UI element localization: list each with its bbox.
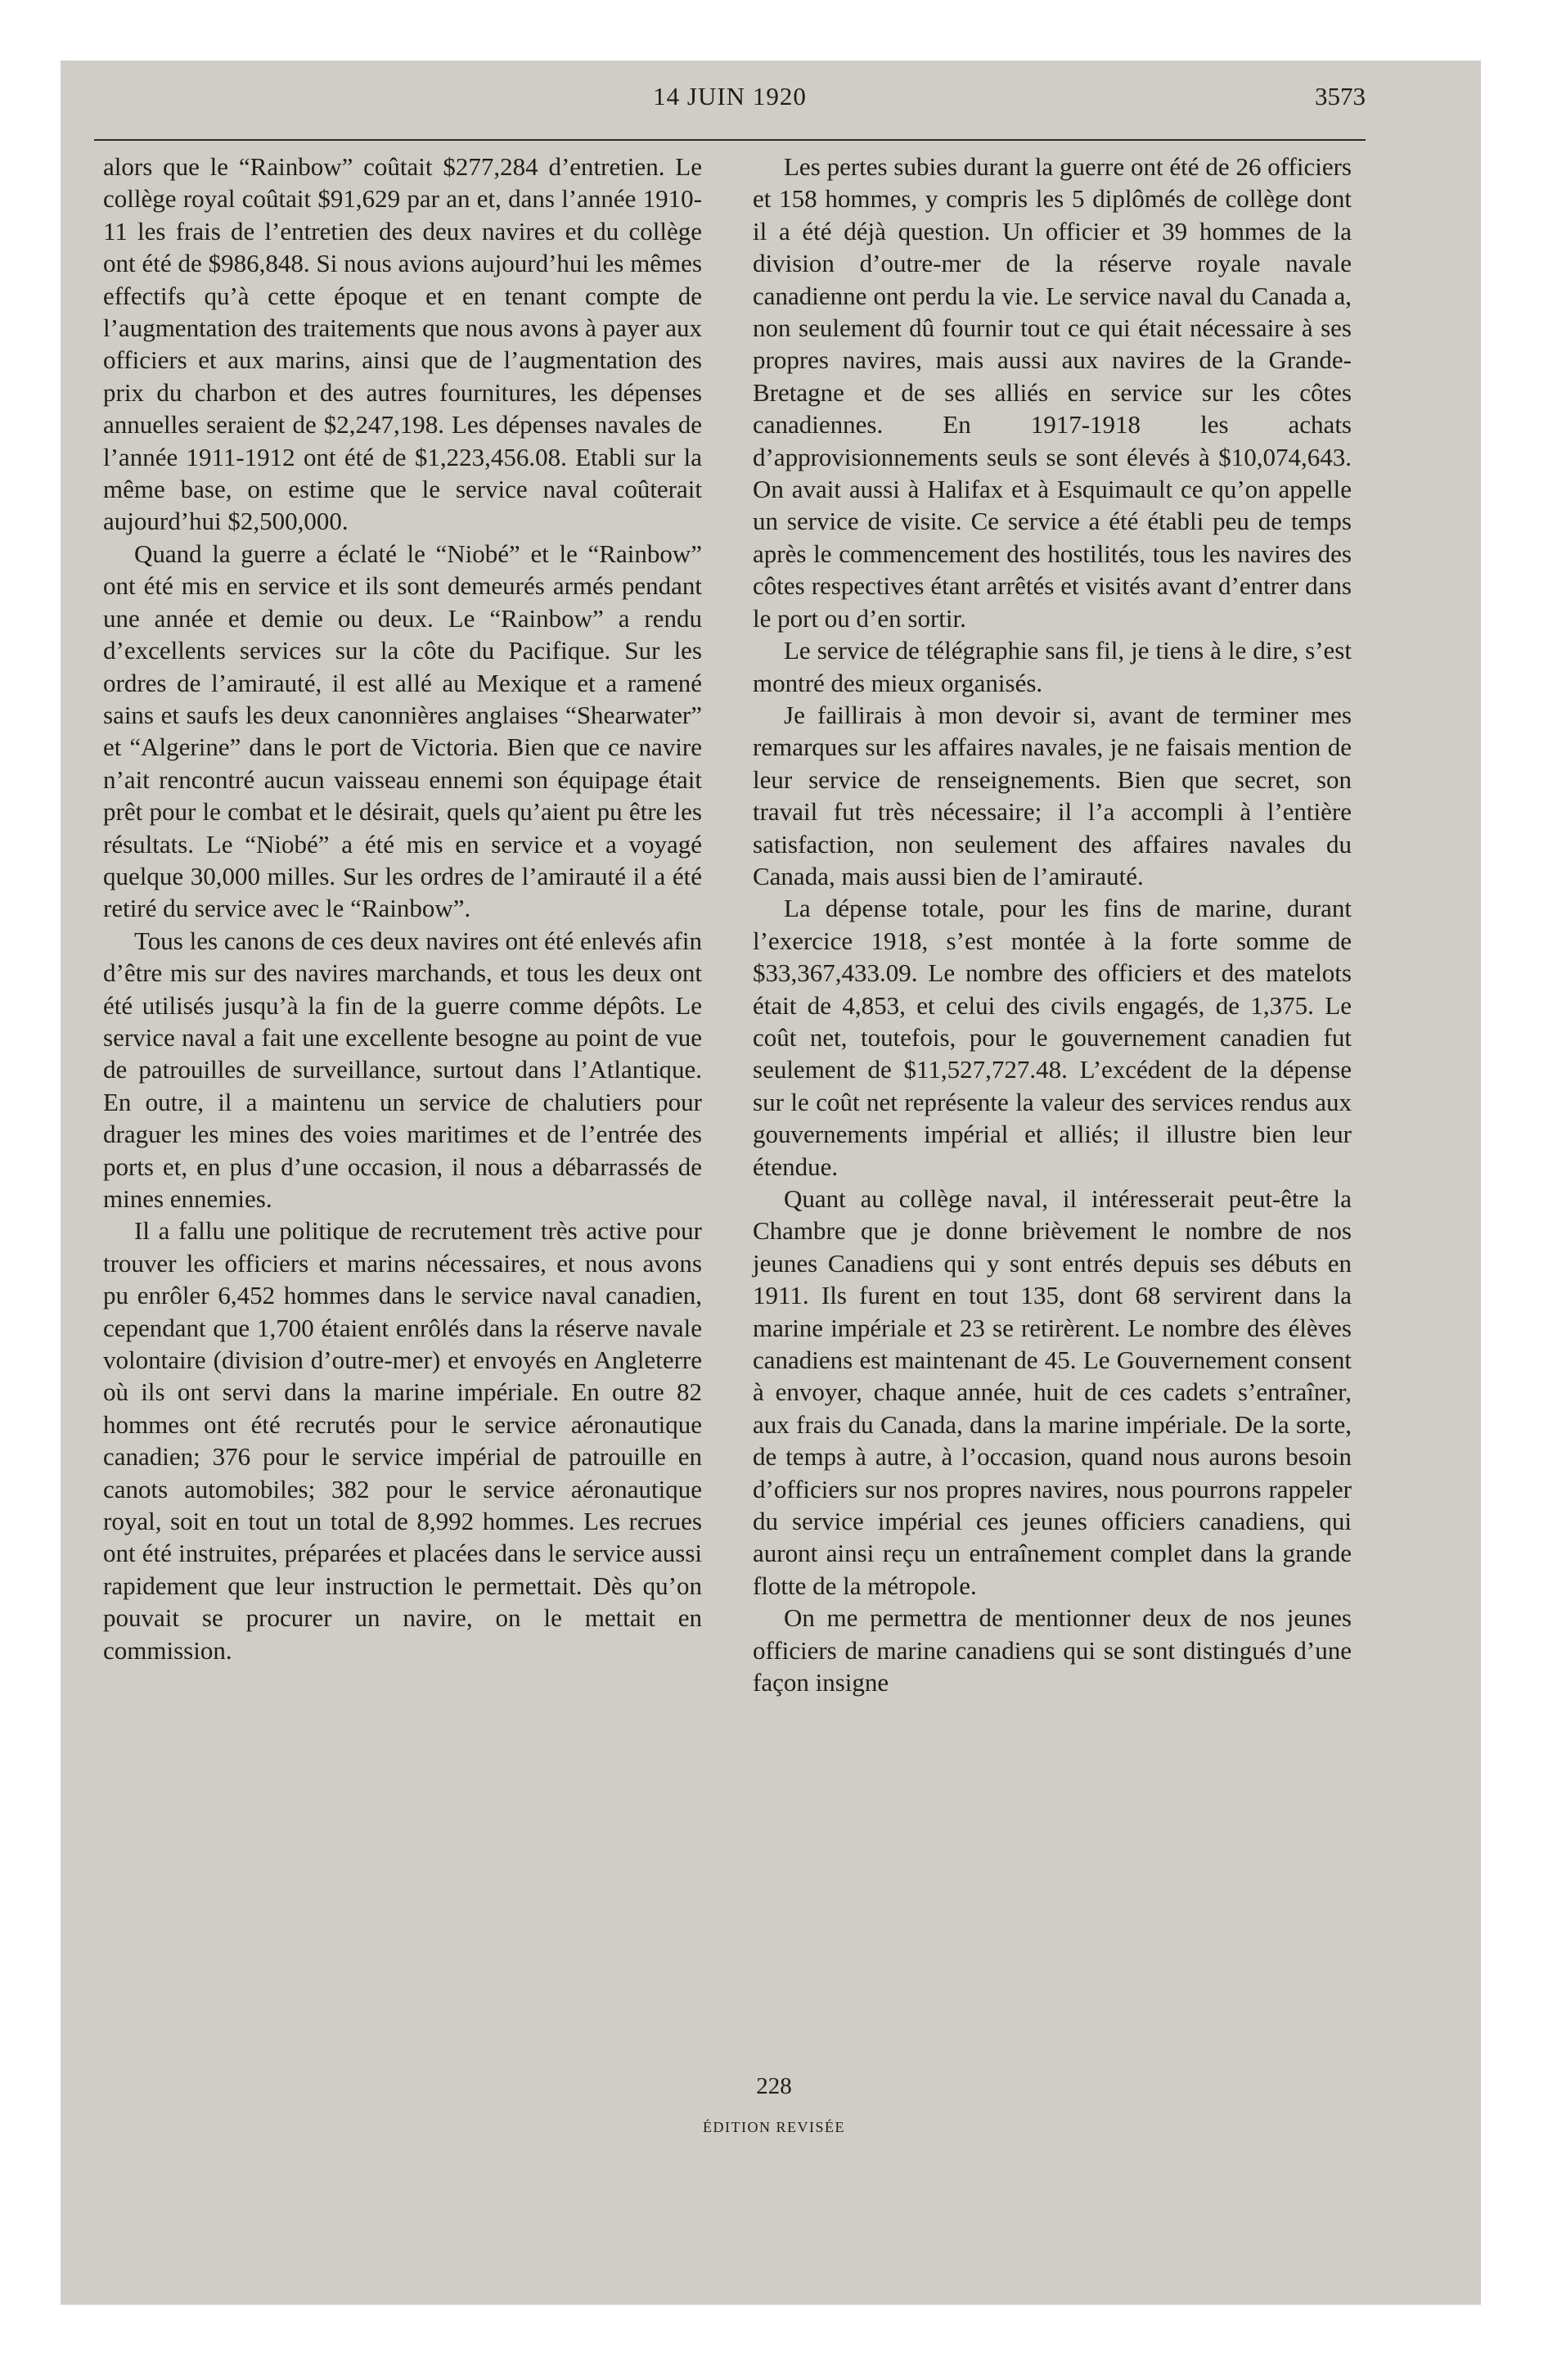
paragraph: Quant au collège naval, il intéresserait peut-être la Chambre que je donne brièvement le nombre de nos jeunes Canadiens qui y sont entrés depuis ses débuts en 1911. Ils furent en tout 135, dont 68 servirent dans la marine impériale et 23 se retirèrent. Le nombre des élèves canadiens est maintenant de 45. Le Gouvernement consent à envoyer, chaque année, huit de ces cadets s’entraîner, aux frais du Canada, dans la marine impériale. De la sorte, de temps à autre, à l’occasion, quand nous aurons besoin d’officiers sur nos propres navires, nous pourrons rappeler du service impérial ces jeunes officiers canadiens, qui auront ainsi reçu un entraînement complet dans la grande flotte de la métropole. (753, 1184, 1352, 1600)
running-header (94, 82, 1366, 139)
header-page-number: 3573 (1315, 82, 1366, 110)
paragraph: Je faillirais à mon devoir si, avant de terminer mes remarques sur les affaires navales, je ne faisais mention de leur service de renseignements. Bien que secret, son travail fut très nécessaire; il l’a accompli à l’entière satisfaction, non seulement des affaires navales du Canada, mais aussi bien de l’amirauté. (753, 700, 1352, 890)
paragraph: alors que le “Rainbow” coûtait $277,284 d’entretien. Le collège royal coûtait $91,629 par an et, dans l’année 1910-11 les frais de l’entretien des deux navires et du collège ont été de $986,848. Si nous avions aujourd’hui les mêmes effectifs qu’à cette époque et en tenant compte de l’augmentation des traitements que nous avons à payer aux officiers et aux marins, ainsi que de l’augmentation des prix du charbon et des autres fournitures, les dépenses annuelles seraient de $2,247,198. Les dépenses navales de l’année 1911-1912 ont été de $1,223,456.08. Etabli sur la même base, on estime que le service naval coûterait aujourd’hui $2,500,000. (103, 152, 702, 536)
header-rule (94, 139, 1366, 141)
paragraph: Les pertes subies durant la guerre ont été de 26 officiers et 158 hommes, y compris les 5 diplômés de collège dont il a été déjà question. Un officier et 39 hommes de la division d’outre-mer de la réserve royale navale canadienne ont perdu la vie. Le service naval du Canada a, non seulement dû fournir tout ce qui était nécessaire à ses propres navires, mais aussi aux navires de la Grande-Bretagne et de ses alliés en service sur les côtes canadiennes. En 1917-1918 les achats d’approvisionnements seuls se sont élevés à $10,074,643. On avait aussi à Halifax et à Esquimault ce qu’on appelle un service de visite. Ce service a été établi peu de temps après le commencement des hostilités, tous les navires des côtes respectives étant arrêtés et visités avant d’entrer dans le port ou d’en sortir. (753, 152, 1352, 633)
paragraph: La dépense totale, pour les fins de marine, durant l’exercice 1918, s’est montée à la forte somme de $33,367,433.09. Le nombre des officiers et des matelots était de 4,853, et celui des civils engagés, de 1,375. Le coût net, toutefois, pour le gouvernement canadien fut seulement de $11,527,727.48. L’excédent de la dépense sur le coût net représente la valeur des services rendus aux gouvernements impérial et alliés; il illustre bien leur étendue. (753, 894, 1352, 1181)
paragraph: Il a fallu une politique de recrutement très active pour trouver les officiers et marins nécessaires, et nous avons pu enrôler 6,452 hommes dans le service naval canadien, cependant que 1,700 étaient enrôlés dans la réserve navale volontaire (division d’outre-mer) et envoyés en Angleterre où ils ont servi dans la marine impériale. En outre 82 hommes ont été recrutés pour le service aéronautique canadien; 376 pour le service impérial de patrouille en canots automobiles; 382 pour le service aéronautique royal, soit en tout un total de 8,992 hommes. Les recrues ont été instruites, préparées et placées dans le service aussi rapidement que leur instruction le permettait. Dès qu’on pouvait se procurer un navire, on le mettait en commission. (103, 1216, 702, 1665)
paragraph: On me permettra de mentionner deux de nos jeunes officiers de marine canadiens qui se sont distingués d’une façon insigne (753, 1603, 1352, 1697)
header-date: 14 JUIN 1920 (653, 82, 807, 110)
paragraph: Le service de télégraphie sans fil, je tiens à le dire, s’est montré des mieux organisés. (753, 636, 1352, 697)
left-column (103, 151, 702, 1666)
paragraph: Quand la guerre a éclaté le “Niobé” et le “Rainbow” ont été mis en service et ils sont demeurés armés pendant une année et demie ou deux. Le “Rainbow” a rendu d’excellents services sur la côte du Pacifique. Sur les ordres de l’amirauté, il est allé au Mexique et a ramené sains et saufs les deux canonnières anglaises “Shearwater” et “Algerine” dans le port de Victoria. Bien que ce navire n’ait rencontré aucun vaisseau ennemi son équipage était prêt pour le combat et le désirait, quels qu’aient pu être les résultats. Le “Niobé” a été mis en service et a voyagé quelque 30,000 milles. Sur les ordres de l’amirauté il a été retiré du service avec le “Rainbow”. (103, 539, 702, 923)
folio-number: 228 (756, 2073, 792, 2099)
edition-label: ÉDITION REVISÉE (703, 2119, 845, 2135)
paragraph: Tous les canons de ces deux navires ont été enlevés afin d’être mis sur des navires marchands, et tous les deux ont été utilisés jusqu’à la fin de la guerre comme dépôts. Le service naval a fait une excellente besogne au point de vue de patrouilles de surveillance, surtout dans l’Atlantique. En outre, il a maintenu un service de chalutiers pour draguer les mines des voies maritimes et de l’entrée des ports et, en plus d’une occasion, il nous a débarrassés de mines ennemies. (103, 926, 702, 1213)
right-column (753, 151, 1352, 1699)
